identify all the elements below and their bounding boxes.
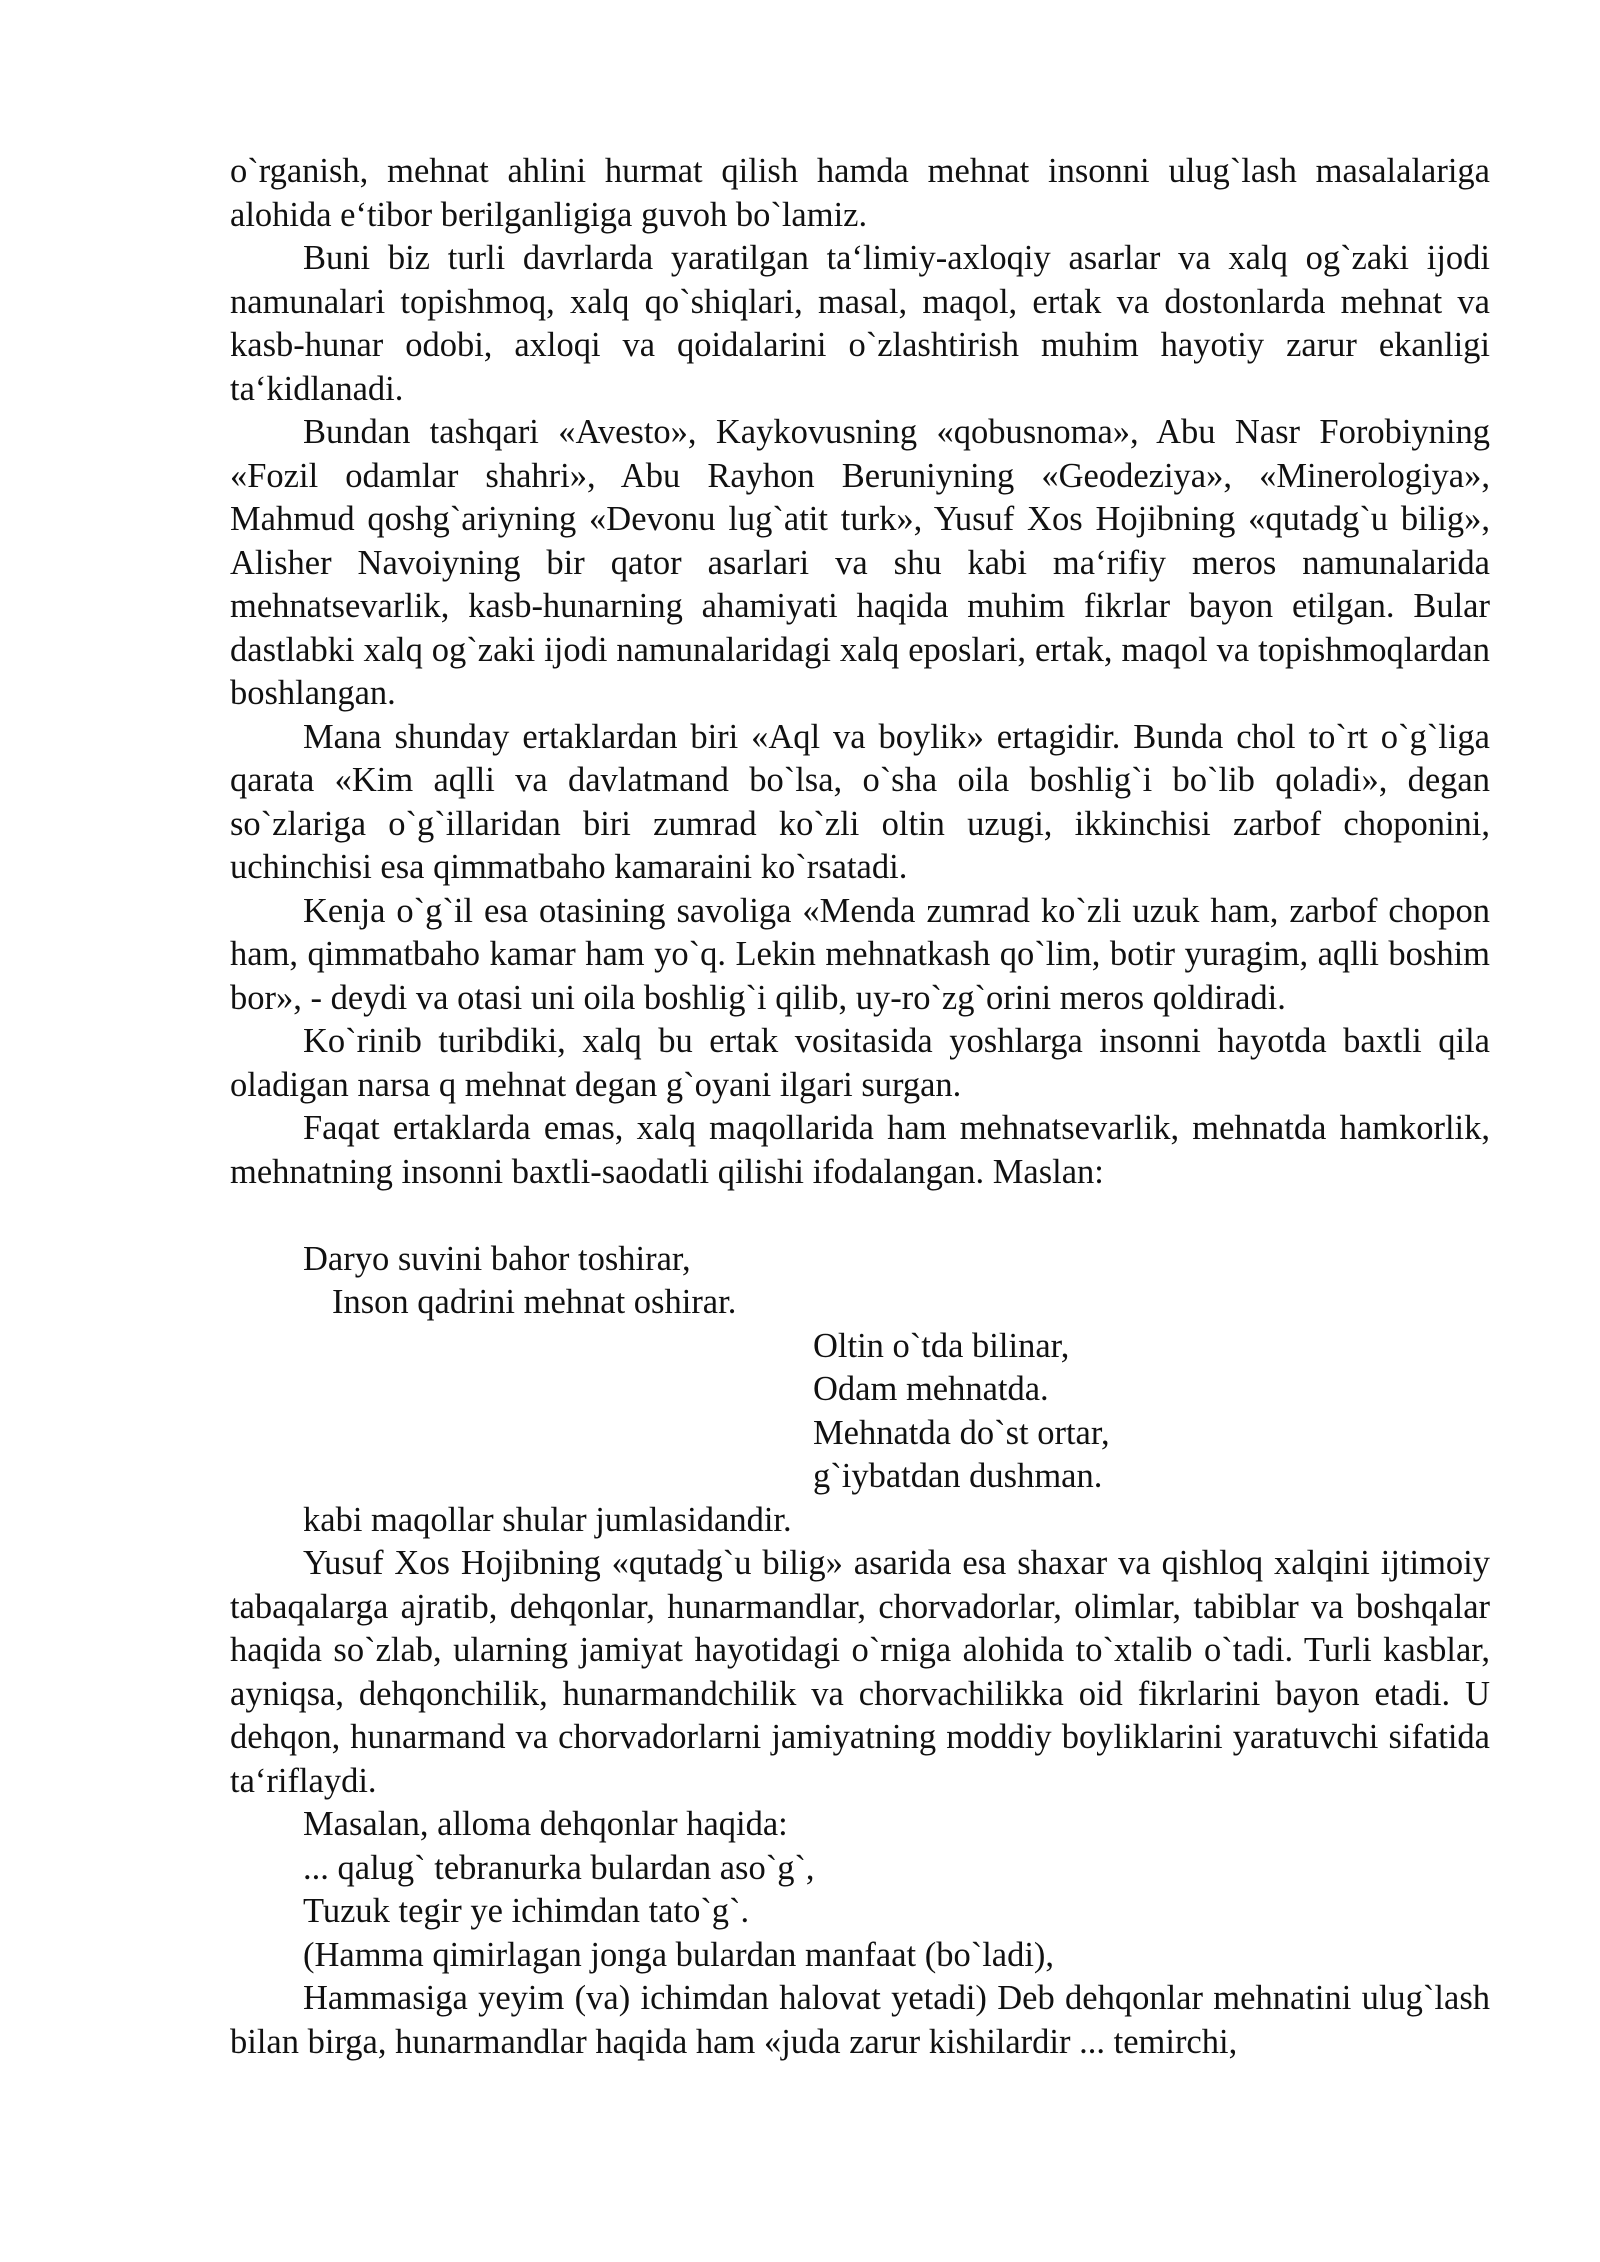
paragraph: Buni biz turli davrlarda yaratilgan ta‘limiy-axloqiy asarlar va xalq og`zaki ijodi namunalari topishmoq, xalq qo`shiqlari, masal, maqol, ertak va dostonlarda mehnat va kasb-hunar odobi, axloqi va qoidalarini o`zlashtirish muhim hayotiy zarur ekanligi ta‘kidlanadi. — [230, 239, 1490, 408]
verse-line: g`iybatdan dushman. — [813, 1457, 1103, 1495]
verse-line: Oltin o`tda bilinar, — [813, 1326, 1070, 1365]
verse-line: Mehnatda do`st ortar, — [813, 1413, 1110, 1452]
paragraph: Ko`rinib turibdiki, xalq bu ertak vositasida yoshlarga insonni hayotda baxtli qila oladigan narsa q mehnat degan g`oyani ilgari surgan. — [230, 1022, 1490, 1104]
quote-line: (Hamma qimirlagan jonga bulardan manfaat (bo`ladi), — [303, 1935, 1055, 1974]
paragraph: kabi maqollar shular jumlasidandir. — [303, 1500, 792, 1539]
paragraph: Faqat ertaklarda emas, xalq maqollarida ham mehnatsevarlik, mehnatda hamkorlik, mehnatning insonni baxtli-saodatli qilishi ifodalangan. Maslan: — [230, 1109, 1490, 1191]
paragraph: Bundan tashqari «Avesto», Kaykovusning «qobusnoma», Abu Nasr Forobiyning «Fozil odamlar shahri», Abu Rayhon Beruniyning «Geodeziya», «Minerologiya», Mahmud qoshg`ariyning «Devonu lug`atit turk», Yusuf Xos Hojibning «qutadg`u bilig», Alisher Navoiyning bir qator asarlari va shu kabi ma‘rifiy meros namunalarida mehnatsevarlik, kasb-hunarning ahamiyati haqida muhim fikrlar bayon etilgan. Bular dastlabki xalq og`zaki ijodi namunalaridagi xalq eposlari, ertak, maqol va topishmoqlardan boshlangan. — [230, 413, 1490, 712]
paragraph: o`rganish, mehnat ahlini hurmat qilish hamda mehnat insonni ulug`lash masalalariga alohida e‘tibor berilganligiga guvoh bo`lamiz. — [230, 152, 1490, 234]
proverb-block-2 — [230, 1325, 1490, 1499]
verse-line: Daryo suvini bahor toshirar, — [303, 1239, 691, 1278]
quote-line: Masalan, alloma dehqonlar haqida: — [303, 1805, 788, 1843]
proverb-block-1 — [230, 1238, 1490, 1325]
verse-line: Odam mehnatda. — [813, 1370, 1049, 1408]
quote-block — [230, 1803, 1490, 1977]
blank-line — [230, 1194, 1490, 1238]
quote-line: Tuzuk tegir ye ichimdan tato`g`. — [303, 1892, 750, 1930]
paragraph: Kenja o`g`il esa otasining savoliga «Menda zumrad ko`zli uzuk ham, zarbof chopon ham, qimmatbaho kamar ham yo`q. Lekin mehnatkash qo`lim, botir yuragim, aqlli boshim bor», - deydi va otasi uni oila boshlig`i qilib, uy-ro`zg`orini meros qoldiradi. — [230, 891, 1490, 1017]
document-page — [230, 150, 1490, 2064]
paragraph: Hammasiga yeyim (va) ichimdan halovat yetadi) Deb dehqonlar mehnatini ulug`lash bilan birga, hunarmandlar haqida ham «juda zarur kishilardir ... temirchi, — [230, 1979, 1490, 2061]
quote-line: ... qalug` tebranurka bulardan aso`g`, — [303, 1848, 815, 1887]
paragraph: Mana shunday ertaklardan biri «Aql va boylik» ertagidir. Bunda chol to`rt o`g`liga qarata «Kim aqlli va davlatmand bo`lsa, o`sha oila boshlig`i bo`lib qoladi», degan so`zlariga o`g`illaridan biri zumrad ko`zli oltin uzugi, ikkinchisi zarbof choponini, uchinchisi esa qimmatbaho kamaraini ko`rsatadi. — [230, 717, 1490, 886]
paragraph: Yusuf Xos Hojibning «qutadg`u bilig» asarida esa shaxar va qishloq xalqini ijtimoiy tabaqalarga ajratib, dehqonlar, hunarmandlar, chorvadorlar, olimlar, tabiblar va boshqalar haqida so`zlab, ularning jamiyat hayotidagi o`rniga alohida to`xtalib o`tadi. Turli kasblar, ayniqsa, dehqonchilik, hunarmandchilik va chorvachilikka oid fikrlarini bayon etadi. U dehqon, hunarmand va chorvadorlarni jamiyatning moddiy boyliklarini yaratuvchi sifatida ta‘riflaydi. — [230, 1544, 1490, 1800]
verse-line: Inson qadrini mehnat oshirar. — [332, 1283, 737, 1321]
